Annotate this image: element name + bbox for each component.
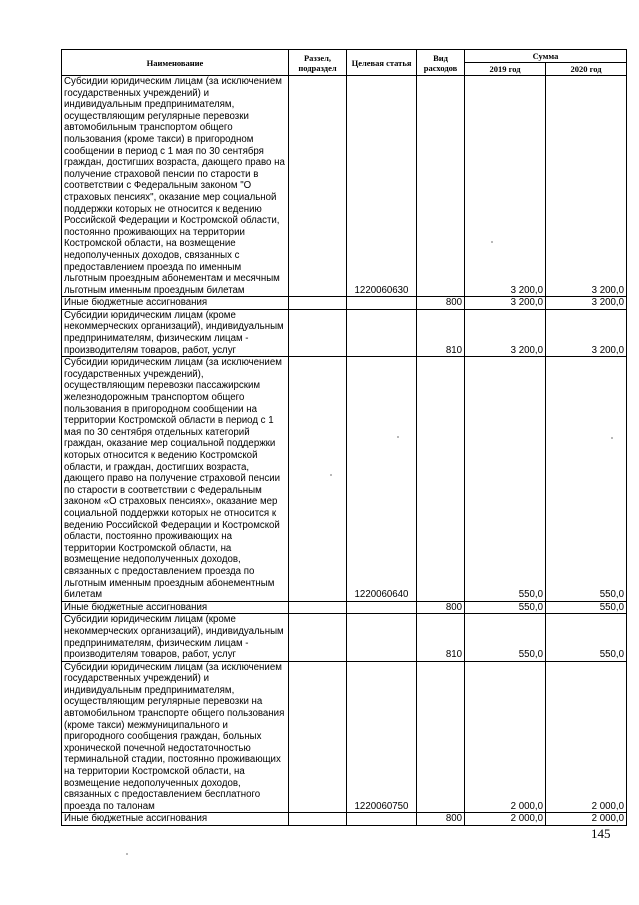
table-row bbox=[62, 309, 627, 356]
row-target-cell: 1220060630 bbox=[347, 76, 417, 297]
row-expense-type-cell: 800 bbox=[417, 297, 465, 310]
scan-speck bbox=[330, 474, 332, 476]
row-target-cell bbox=[347, 813, 417, 826]
table-row bbox=[62, 297, 627, 310]
scan-speck bbox=[491, 241, 493, 243]
row-name-cell: Субсидии юридическим лицам (за исключением государственных учреждений) и индивидуальным предпринимателям, осуществляющим регулярные перевозки на автомобильном транспорте общего пользования (кроме такси) межмуниципального и пригородного сообщения граждан, больных хронической почечной недостаточностью терминальной стадии, постоянно проживающих на территории Костромской области, на возмещение недополученных доходов, связанных с предоставлением бесплатного проезда по талонам bbox=[62, 661, 289, 813]
row-sum-2020-cell: 550,0 bbox=[546, 601, 627, 614]
row-name-cell: Субсидии юридическим лицам (кроме некоммерческих организаций), индивидуальным предпринимателям, физическим лицам - производителям товаров, работ, услуг bbox=[62, 309, 289, 356]
row-section-cell bbox=[289, 357, 347, 601]
scan-speck bbox=[397, 436, 399, 438]
row-section-cell bbox=[289, 309, 347, 356]
row-target-cell bbox=[347, 614, 417, 661]
row-name-cell: Иные бюджетные ассигнования bbox=[62, 813, 289, 826]
row-name-cell: Субсидии юридическим лицам (кроме некоммерческих организаций), индивидуальным предпринимателям, физическим лицам - производителям товаров, работ, услуг bbox=[62, 614, 289, 661]
row-name-cell: Иные бюджетные ассигнования bbox=[62, 601, 289, 614]
row-section-cell bbox=[289, 76, 347, 297]
row-section-cell bbox=[289, 601, 347, 614]
row-sum-2019-cell: 3 200,0 bbox=[465, 297, 546, 310]
row-sum-2020-cell: 2 000,0 bbox=[546, 661, 627, 813]
row-sum-2020-cell: 550,0 bbox=[546, 357, 627, 601]
table-row bbox=[62, 614, 627, 661]
table-row bbox=[62, 601, 627, 614]
row-expense-type-cell: 810 bbox=[417, 309, 465, 356]
row-expense-type-cell bbox=[417, 661, 465, 813]
table-row bbox=[62, 357, 627, 601]
row-name-cell: Субсидии юридическим лицам (за исключением государственных учреждений), осуществляющим перевозки пассажирским железнодорожным транспортом общего пользования в пригородном сообщении на территории Костромской области в период с 1 мая по 30 сентября отдельных категорий граждан, оказание мер социальной поддержки которых относится к ведению Костромской области, и граждан, достигших возраста, дающего право на получение страховой пенсии по старости в соответствии с Федеральным законом «О страховых пенсиях», оказание мер социальной поддержки которых не относится к ведению Российской Федерации и Костромской области, постоянно проживающих на территории Костромской области, на возмещение недополученных доходов, связанных с предоставлением проезда по льготным именным проездным абонементным билетам bbox=[62, 357, 289, 601]
row-section-cell bbox=[289, 297, 347, 310]
row-expense-type-cell: 800 bbox=[417, 601, 465, 614]
table-row bbox=[62, 661, 627, 813]
row-sum-2020-cell: 2 000,0 bbox=[546, 813, 627, 826]
row-sum-2019-cell: 3 200,0 bbox=[465, 309, 546, 356]
header-section: Раззел, подраздел bbox=[289, 50, 347, 76]
header-expense-type: Вид расходов bbox=[417, 50, 465, 76]
row-sum-2020-cell: 3 200,0 bbox=[546, 309, 627, 356]
row-sum-2020-cell: 3 200,0 bbox=[546, 76, 627, 297]
row-expense-type-cell: 810 bbox=[417, 614, 465, 661]
row-sum-2019-cell: 3 200,0 bbox=[465, 76, 546, 297]
scan-speck bbox=[611, 437, 613, 439]
row-sum-2019-cell: 550,0 bbox=[465, 601, 546, 614]
row-target-cell: 1220060640 bbox=[347, 357, 417, 601]
header-name: Наименование bbox=[62, 50, 289, 76]
scan-speck bbox=[126, 853, 128, 855]
row-section-cell bbox=[289, 661, 347, 813]
row-sum-2019-cell: 550,0 bbox=[465, 357, 546, 601]
header-target: Целевая статья bbox=[347, 50, 417, 76]
row-sum-2020-cell: 3 200,0 bbox=[546, 297, 627, 310]
row-target-cell bbox=[347, 309, 417, 356]
row-target-cell bbox=[347, 297, 417, 310]
page-number: 145 bbox=[591, 826, 611, 841]
row-target-cell: 1220060750 bbox=[347, 661, 417, 813]
row-sum-2019-cell: 550,0 bbox=[465, 614, 546, 661]
table-row bbox=[62, 76, 627, 297]
header-year-2019: 2019 год bbox=[465, 63, 546, 76]
header-sum: Сумма bbox=[465, 50, 627, 63]
table-body bbox=[62, 76, 627, 826]
row-sum-2019-cell: 2 000,0 bbox=[465, 813, 546, 826]
row-name-cell: Субсидии юридическим лицам (за исключением государственных учреждений) и индивидуальным предпринимателям, осуществляющим регулярные перевозки автомобильным транспортом общего пользования (кроме такси) в пригородном сообщении в период с 1 мая по 30 сентября граждан, достигших возраста, дающего право на получение страховой пенсии по старости в соответствии с Федеральным законом "О страховых пенсиях", оказание мер социальной поддержки которых не относится к ведению Российской Федерации и Костромской области, постоянно проживающих на территории Костромской области, на возмещение недополученных доходов, связанных с предоставлением проезда по именным льготным проездным абонементам и месячным льготным именным проездным билетам bbox=[62, 76, 289, 297]
row-expense-type-cell bbox=[417, 357, 465, 601]
budget-table bbox=[61, 49, 627, 826]
row-target-cell bbox=[347, 601, 417, 614]
row-expense-type-cell bbox=[417, 76, 465, 297]
row-name-cell: Иные бюджетные ассигнования bbox=[62, 297, 289, 310]
row-sum-2020-cell: 550,0 bbox=[546, 614, 627, 661]
row-section-cell bbox=[289, 614, 347, 661]
table-row bbox=[62, 813, 627, 826]
row-sum-2019-cell: 2 000,0 bbox=[465, 661, 546, 813]
row-expense-type-cell: 800 bbox=[417, 813, 465, 826]
header-year-2020: 2020 год bbox=[546, 63, 627, 76]
row-section-cell bbox=[289, 813, 347, 826]
